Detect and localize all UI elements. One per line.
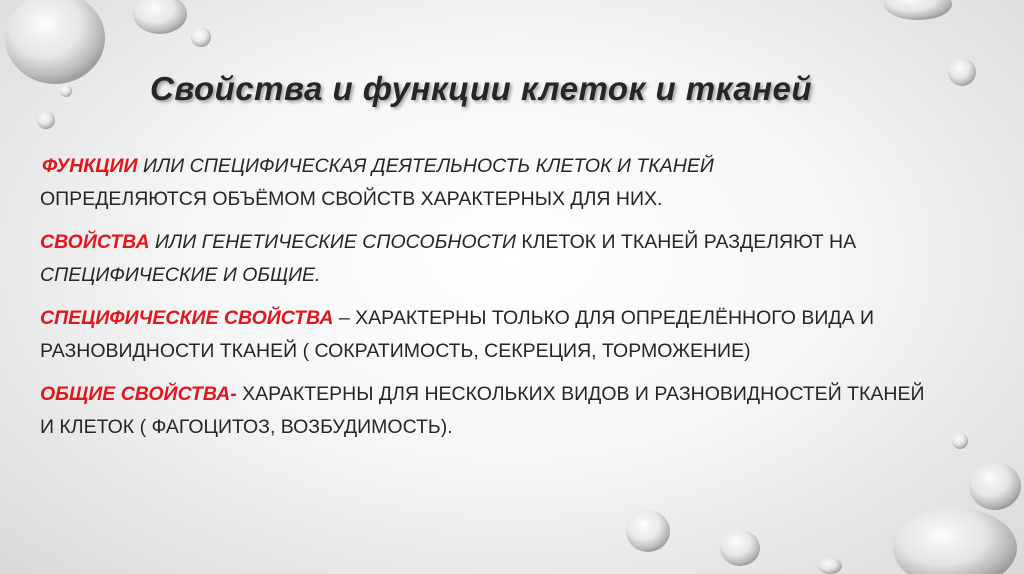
water-drop (818, 558, 842, 574)
water-drop (720, 530, 760, 566)
water-drop (884, 0, 952, 20)
water-drop (948, 58, 976, 86)
water-drop (969, 462, 1021, 510)
paragraph-properties (40, 226, 940, 292)
functions-text: ОПРЕДЕЛЯЮТСЯ ОБЪЁМОМ СВОЙСТВ ХАРАКТЕРНЫХ ДЛЯ НИХ. (40, 188, 663, 210)
water-drop (133, 0, 187, 34)
specific-properties-text: – ХАРАКТЕРНЫ ТОЛЬКО ДЛЯ ОПРЕДЕЛЁННОГО ВИДА И РАЗНОВИДНОСТИ ТКАНЕЙ ( СОКРАТИМОСТЬ, СЕКРЕЦИЯ, ТОРМОЖЕНИЕ) (40, 307, 875, 362)
term-properties: СВОЙСТВА (40, 231, 150, 253)
paragraph-general-properties (40, 378, 940, 444)
term-specific-properties: СПЕЦИФИЧЕСКИЕ СВОЙСТВА (40, 307, 334, 329)
properties-text: КЛЕТОК И ТКАНЕЙ РАЗДЕЛЯЮТ НА (515, 231, 857, 253)
properties-types: СПЕЦИФИЧЕСКИЕ И ОБЩИЕ. (40, 264, 321, 286)
term-functions: ФУНКЦИИ (42, 155, 138, 177)
general-properties-text: ХАРАКТЕРНЫ ДЛЯ НЕСКОЛЬКИХ ВИДОВ И РАЗНОВИДНОСТЕЙ ТКАНЕЙ И КЛЕТОК ( ФАГОЦИТОЗ, ВОЗБУДИМОСТЬ). (40, 383, 925, 438)
term-general-properties: ОБЩИЕ СВОЙСТВА- (40, 383, 237, 405)
functions-definition: ИЛИ СПЕЦИФИЧЕСКАЯ ДЕЯТЕЛЬНОСТЬ КЛЕТОК И ТКАНЕЙ (137, 155, 714, 177)
water-drop (60, 85, 72, 97)
paragraph-specific-properties (40, 302, 940, 368)
slide-title: Свойства и функции клеток и тканей (150, 70, 813, 107)
water-drop (37, 111, 55, 129)
water-drop (893, 508, 1017, 574)
water-drop (626, 510, 670, 552)
water-drop (952, 433, 968, 449)
water-drop (191, 27, 211, 47)
properties-definition: ИЛИ ГЕНЕТИЧЕСКИЕ СПОСОБНОСТИ (149, 231, 516, 253)
water-drop (5, 0, 105, 84)
slide-body (40, 150, 940, 454)
paragraph-functions (40, 150, 940, 216)
